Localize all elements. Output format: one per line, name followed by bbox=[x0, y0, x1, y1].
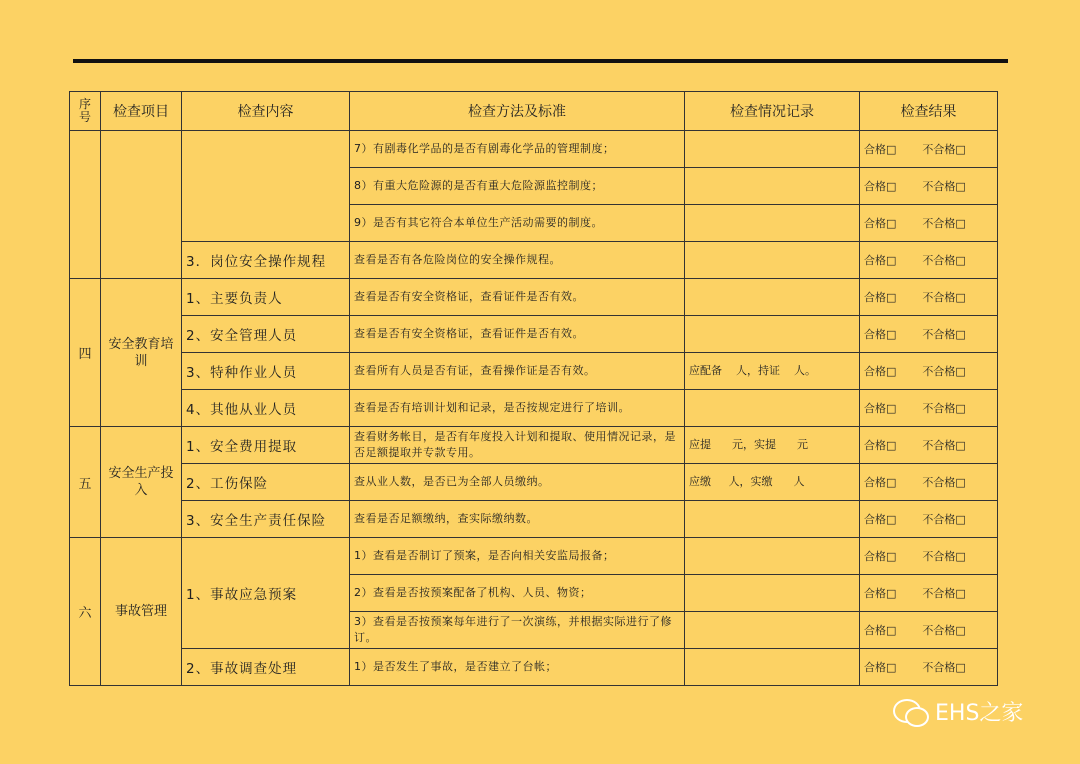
group-item: 事故管理 bbox=[101, 538, 182, 686]
pass-checkbox[interactable]: 合格□ bbox=[864, 291, 897, 304]
row-record-field[interactable]: 应配备 人，持证 人。 bbox=[685, 353, 860, 390]
pass-checkbox[interactable]: 合格□ bbox=[864, 143, 897, 156]
table-row bbox=[70, 316, 998, 353]
row-method: 查看所有人员是否有证，查看操作证是否有效。 bbox=[350, 353, 685, 390]
fail-checkbox[interactable]: 不合格□ bbox=[922, 291, 966, 304]
fail-checkbox[interactable]: 不合格□ bbox=[922, 550, 966, 563]
result-cell bbox=[860, 316, 998, 353]
table-row bbox=[70, 131, 998, 168]
group-seq: 六 bbox=[70, 538, 101, 686]
table-row bbox=[70, 538, 998, 575]
row-content: 3、安全生产责任保险 bbox=[182, 501, 350, 538]
fail-checkbox[interactable]: 不合格□ bbox=[922, 328, 966, 341]
table-row bbox=[70, 242, 998, 279]
result-cell bbox=[860, 464, 998, 501]
pass-checkbox[interactable]: 合格□ bbox=[864, 661, 897, 674]
group-seq: 四 bbox=[70, 279, 101, 427]
watermark-text: EHS之家 bbox=[935, 701, 1024, 726]
row-record-field[interactable] bbox=[685, 168, 860, 205]
pass-checkbox[interactable]: 合格□ bbox=[864, 328, 897, 341]
row-method: 查从业人数，是否已为全部人员缴纳。 bbox=[350, 464, 685, 501]
row-method: 查看是否有安全资格证，查看证件是否有效。 bbox=[350, 279, 685, 316]
pass-checkbox[interactable]: 合格□ bbox=[864, 624, 897, 637]
fail-checkbox[interactable]: 不合格□ bbox=[922, 513, 966, 526]
result-cell bbox=[860, 501, 998, 538]
row-method: 查看是否足额缴纳，查实际缴纳数。 bbox=[350, 501, 685, 538]
fail-checkbox[interactable]: 不合格□ bbox=[922, 365, 966, 378]
group-item bbox=[101, 131, 182, 279]
row-record-field[interactable] bbox=[685, 279, 860, 316]
result-cell bbox=[860, 279, 998, 316]
fail-checkbox[interactable]: 不合格□ bbox=[922, 254, 966, 267]
table-header-row bbox=[70, 92, 998, 131]
result-cell bbox=[860, 575, 998, 612]
row-record-field[interactable] bbox=[685, 575, 860, 612]
row-record-field[interactable] bbox=[685, 205, 860, 242]
header-method: 检查方法及标准 bbox=[350, 92, 685, 131]
row-content: 1、事故应急预案 bbox=[182, 538, 350, 649]
row-record-field[interactable] bbox=[685, 538, 860, 575]
fail-checkbox[interactable]: 不合格□ bbox=[922, 439, 966, 452]
row-content: 2、事故调查处理 bbox=[182, 649, 350, 686]
row-method: 8）有重大危险源的是否有重大危险源监控制度； bbox=[350, 168, 685, 205]
row-record-field[interactable]: 应缴 人，实缴 人 bbox=[685, 464, 860, 501]
pass-checkbox[interactable]: 合格□ bbox=[864, 254, 897, 267]
row-content: 1、安全费用提取 bbox=[182, 427, 350, 464]
table-row bbox=[70, 279, 998, 316]
row-content: 4、其他从业人员 bbox=[182, 390, 350, 427]
table-row bbox=[70, 649, 998, 686]
row-record-field[interactable] bbox=[685, 649, 860, 686]
row-method: 查看是否有培训计划和记录，是否按规定进行了培训。 bbox=[350, 390, 685, 427]
pass-checkbox[interactable]: 合格□ bbox=[864, 217, 897, 230]
pass-checkbox[interactable]: 合格□ bbox=[864, 180, 897, 193]
header-rule bbox=[73, 59, 1008, 63]
fail-checkbox[interactable]: 不合格□ bbox=[922, 661, 966, 674]
row-method: 2）查看是否按预案配备了机构、人员、物资； bbox=[350, 575, 685, 612]
header-result: 检查结果 bbox=[860, 92, 998, 131]
header-content: 检查内容 bbox=[182, 92, 350, 131]
result-cell bbox=[860, 242, 998, 279]
row-method: 查看是否有安全资格证，查看证件是否有效。 bbox=[350, 316, 685, 353]
row-content: 3、特种作业人员 bbox=[182, 353, 350, 390]
row-method: 查看财务帐目，是否有年度投入计划和提取、使用情况记录，是否足额提取并专款专用。 bbox=[350, 427, 685, 464]
fail-checkbox[interactable]: 不合格□ bbox=[922, 587, 966, 600]
result-cell bbox=[860, 649, 998, 686]
result-cell bbox=[860, 612, 998, 649]
pass-checkbox[interactable]: 合格□ bbox=[864, 402, 897, 415]
row-method: 3）查看是否按预案每年进行了一次演练，并根据实际进行了修订。 bbox=[350, 612, 685, 649]
inspection-table bbox=[69, 91, 998, 686]
fail-checkbox[interactable]: 不合格□ bbox=[922, 180, 966, 193]
result-cell bbox=[860, 205, 998, 242]
result-cell bbox=[860, 353, 998, 390]
group-item: 安全生产投入 bbox=[101, 427, 182, 538]
pass-checkbox[interactable]: 合格□ bbox=[864, 439, 897, 452]
row-record-field[interactable] bbox=[685, 131, 860, 168]
row-record-field[interactable] bbox=[685, 242, 860, 279]
table-row bbox=[70, 427, 998, 464]
result-cell bbox=[860, 390, 998, 427]
pass-checkbox[interactable]: 合格□ bbox=[864, 550, 897, 563]
group-seq: 五 bbox=[70, 427, 101, 538]
header-seq: 序号 bbox=[70, 92, 101, 131]
result-cell bbox=[860, 538, 998, 575]
result-cell bbox=[860, 168, 998, 205]
row-method: 查看是否有各危险岗位的安全操作规程。 bbox=[350, 242, 685, 279]
table-row bbox=[70, 501, 998, 538]
row-content: 2、安全管理人员 bbox=[182, 316, 350, 353]
row-content: 3．岗位安全操作规程 bbox=[182, 242, 350, 279]
row-method: 1）是否发生了事故，是否建立了台帐； bbox=[350, 649, 685, 686]
fail-checkbox[interactable]: 不合格□ bbox=[922, 402, 966, 415]
fail-checkbox[interactable]: 不合格□ bbox=[922, 143, 966, 156]
row-content: 1、主要负责人 bbox=[182, 279, 350, 316]
group-item: 安全教育培训 bbox=[101, 279, 182, 427]
row-method: 7）有剧毒化学品的是否有剧毒化学品的管理制度； bbox=[350, 131, 685, 168]
row-content: 2、工伤保险 bbox=[182, 464, 350, 501]
pass-checkbox[interactable]: 合格□ bbox=[864, 365, 897, 378]
pass-checkbox[interactable]: 合格□ bbox=[864, 476, 897, 489]
result-cell bbox=[860, 427, 998, 464]
fail-checkbox[interactable]: 不合格□ bbox=[922, 624, 966, 637]
pass-checkbox[interactable]: 合格□ bbox=[864, 513, 897, 526]
row-record-field[interactable] bbox=[685, 501, 860, 538]
result-cell bbox=[860, 131, 998, 168]
pass-checkbox[interactable]: 合格□ bbox=[864, 587, 897, 600]
header-record: 检查情况记录 bbox=[685, 92, 860, 131]
row-method: 9）是否有其它符合本单位生产活动需要的制度。 bbox=[350, 205, 685, 242]
row-method: 1）查看是否制订了预案，是否向相关安监局报备； bbox=[350, 538, 685, 575]
wechat-icon bbox=[893, 697, 929, 727]
row-record-field[interactable] bbox=[685, 612, 860, 649]
header-item: 检查项目 bbox=[101, 92, 182, 131]
row-record-field[interactable] bbox=[685, 390, 860, 427]
table-row bbox=[70, 390, 998, 427]
fail-checkbox[interactable]: 不合格□ bbox=[922, 217, 966, 230]
row-record-field[interactable] bbox=[685, 316, 860, 353]
row-record-field[interactable]: 应提 元，实提 元 bbox=[685, 427, 860, 464]
row-content bbox=[182, 131, 350, 242]
fail-checkbox[interactable]: 不合格□ bbox=[922, 476, 966, 489]
table-row bbox=[70, 353, 998, 390]
watermark bbox=[893, 696, 1023, 727]
table-row bbox=[70, 464, 998, 501]
group-seq bbox=[70, 131, 101, 279]
